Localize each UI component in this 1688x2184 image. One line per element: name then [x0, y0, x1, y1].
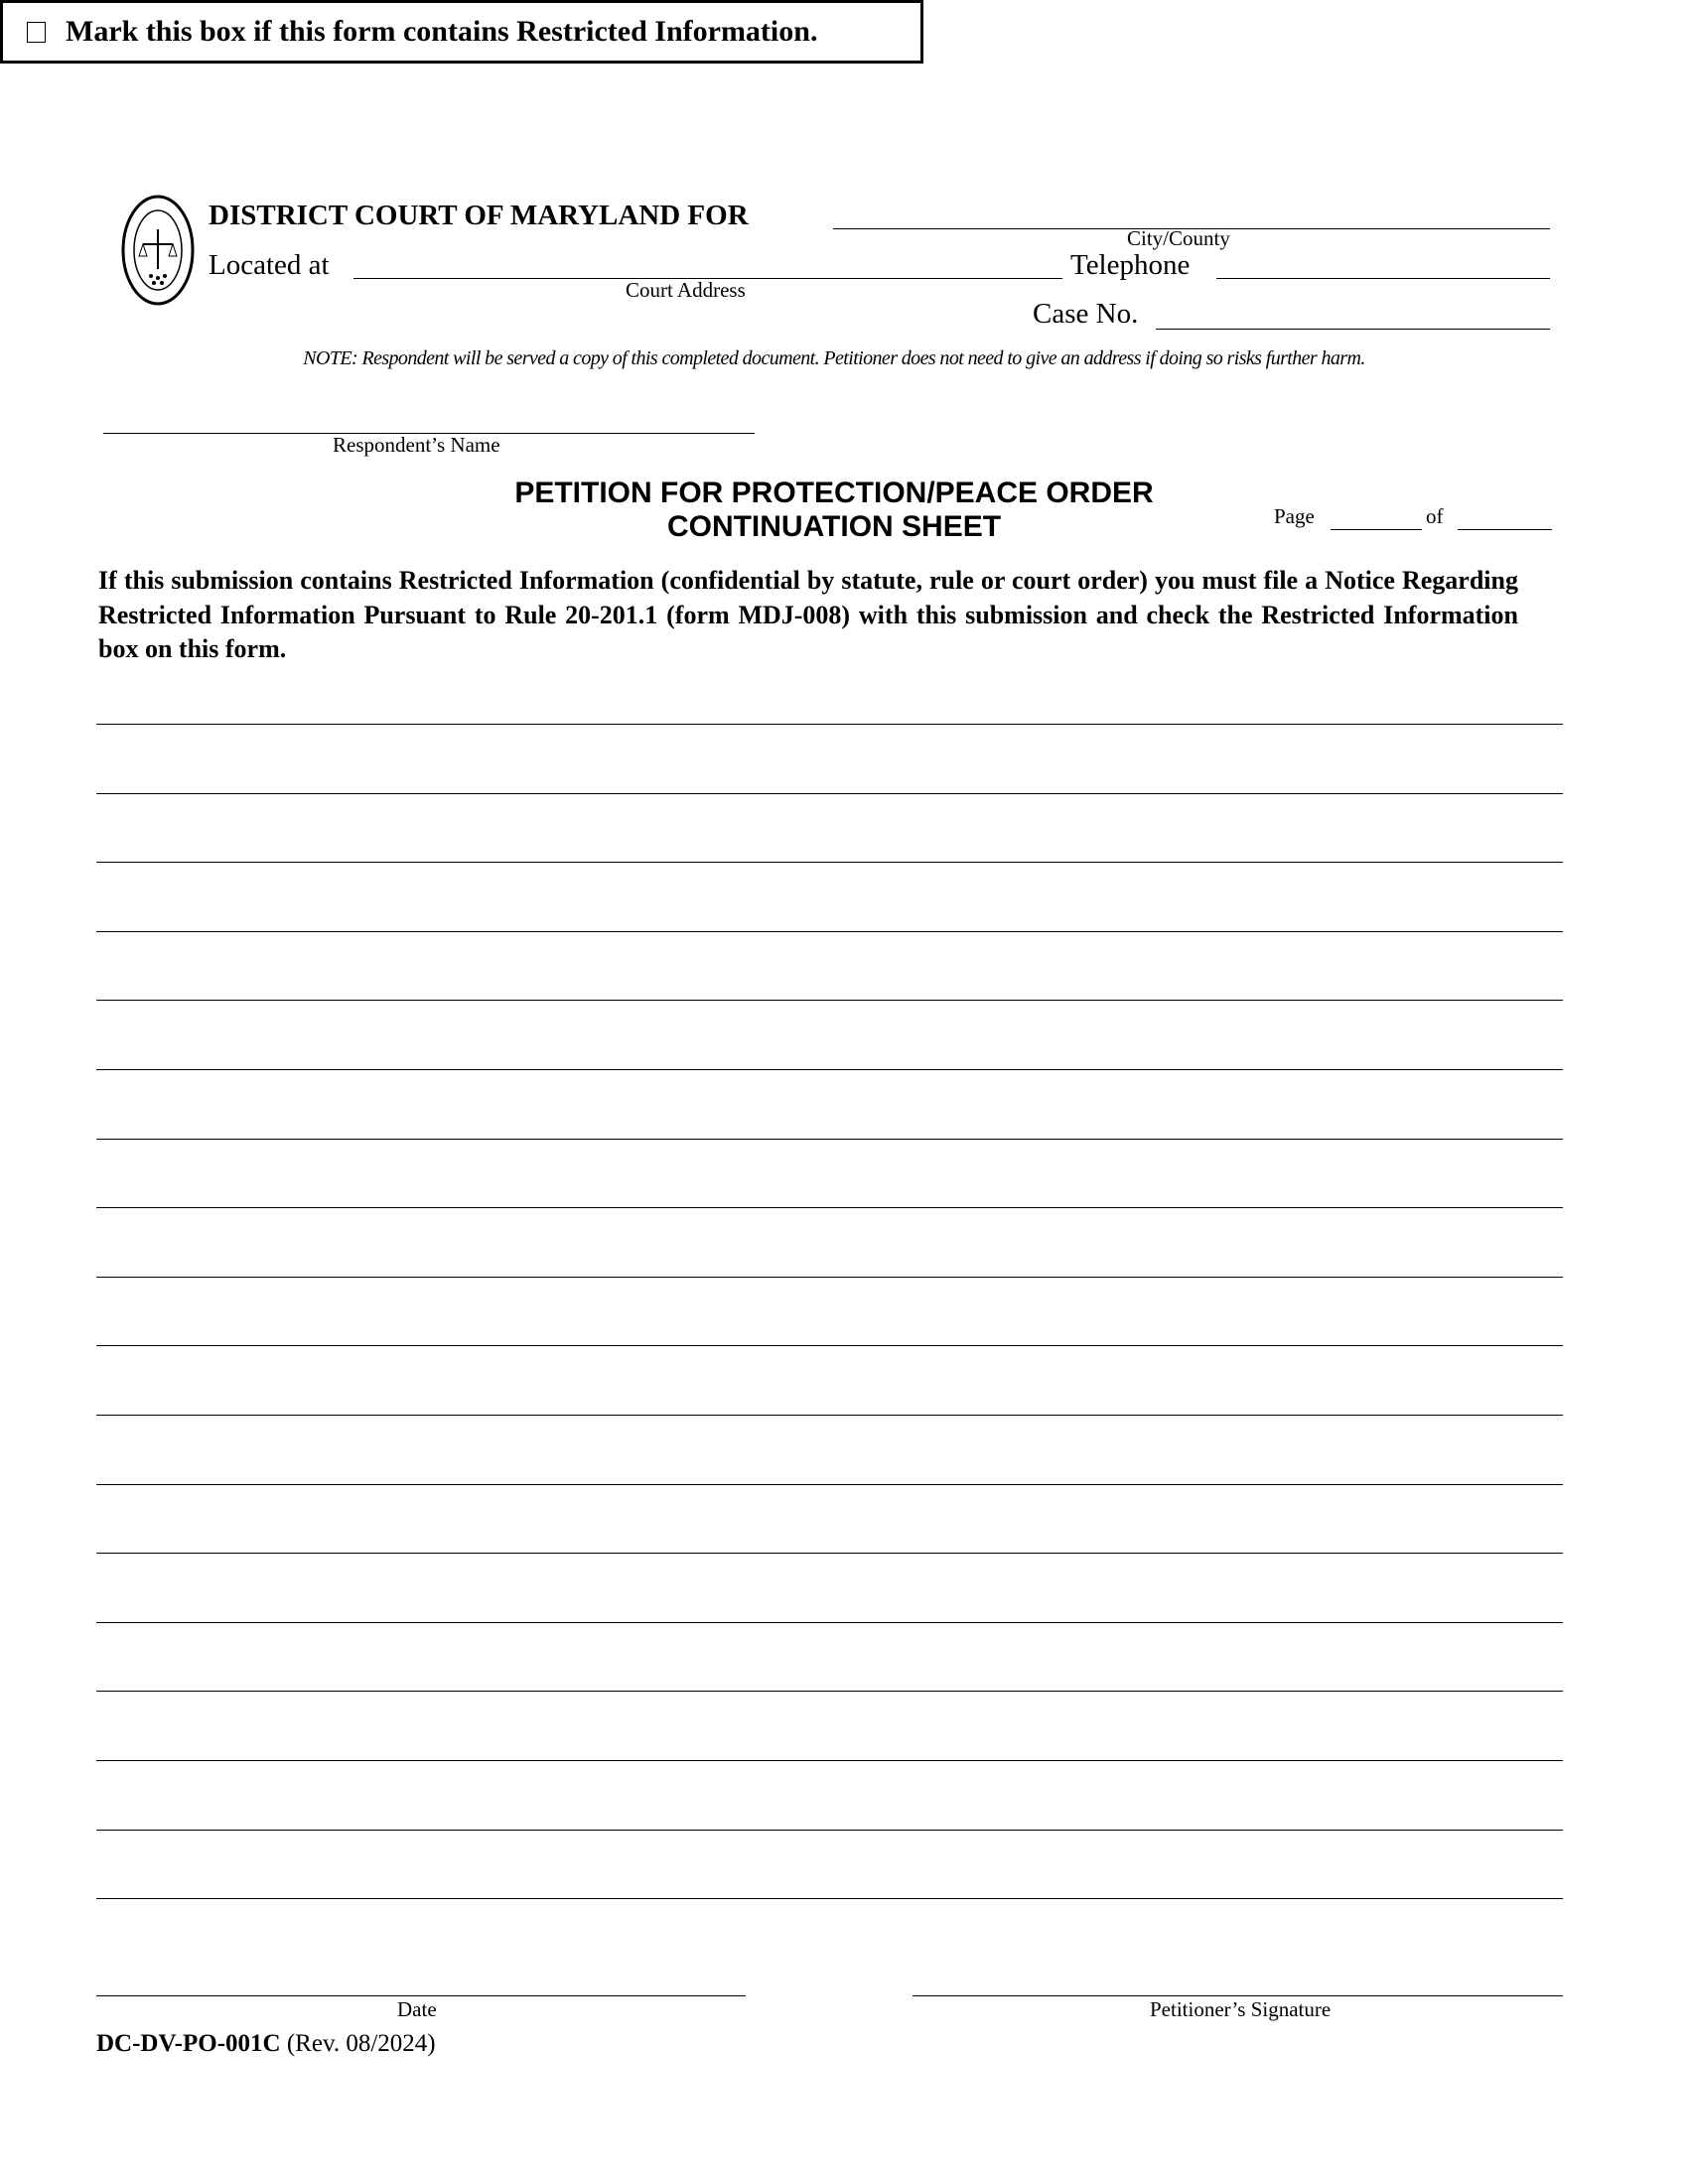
page-label: Page [1274, 504, 1315, 528]
form-revision: (Rev. 08/2024) [286, 2030, 436, 2057]
writing-line[interactable] [96, 1622, 1563, 1623]
date-field[interactable] [96, 1995, 746, 1996]
court-label: DISTRICT COURT OF MARYLAND FOR [209, 200, 749, 231]
writing-line[interactable] [96, 1830, 1563, 1831]
writing-line[interactable] [96, 1484, 1563, 1485]
court-address-caption: Court Address [626, 278, 746, 302]
writing-line[interactable] [96, 1000, 1563, 1001]
writing-line[interactable] [96, 1415, 1563, 1416]
writing-line[interactable] [96, 793, 1563, 794]
form-subtitle: CONTINUATION SHEET [666, 510, 1002, 543]
writing-line[interactable] [96, 1691, 1563, 1692]
writing-line[interactable] [96, 1069, 1563, 1070]
city-county-caption: City/County [1127, 226, 1230, 250]
petitioner-signature-caption: Petitioner’s Signature [1150, 1997, 1332, 2021]
respondent-name-caption: Respondent’s Name [333, 433, 500, 457]
of-label: of [1426, 504, 1444, 528]
form-title: PETITION FOR PROTECTION/PEACE ORDER [514, 477, 1154, 509]
writing-line[interactable] [96, 1553, 1563, 1554]
telephone-field[interactable] [1216, 278, 1550, 279]
writing-line[interactable] [96, 724, 1563, 725]
telephone-label: Telephone [1070, 249, 1191, 281]
form-footer [96, 2030, 436, 2058]
writing-line[interactable] [96, 1139, 1563, 1140]
writing-line[interactable] [96, 1207, 1563, 1208]
page-number-field[interactable] [1331, 529, 1422, 530]
writing-line[interactable] [96, 1345, 1563, 1346]
writing-line[interactable] [96, 931, 1563, 932]
service-note: NOTE: Respondent will be served a copy of this completed document. Petitioner does not need to give an address if doing so risks further harm. [303, 347, 1365, 369]
petitioner-signature-field[interactable] [913, 1995, 1563, 1996]
writing-line[interactable] [96, 1898, 1563, 1899]
page-total-field[interactable] [1458, 529, 1552, 530]
form-number: DC-DV-PO-001C [96, 2030, 281, 2057]
located-at-label: Located at [209, 249, 330, 281]
writing-line[interactable] [96, 1277, 1563, 1278]
restricted-info-instructions: If this submission contains Restricted Information (confidential by statute, rule or court order) you must file a Notice Regarding Restricted Information Pursuant to Rule 20-201.1 (form MDJ-008) with this submission and check the Restricted Information box on this form. [98, 566, 1518, 663]
date-caption: Date [397, 1997, 437, 2021]
writing-line[interactable] [96, 862, 1563, 863]
writing-line[interactable] [96, 1760, 1563, 1761]
restricted-info-label: Mark this box if this form contains Restricted Information. [66, 15, 818, 48]
case-no-label: Case No. [1033, 298, 1139, 330]
case-no-field[interactable] [1156, 329, 1550, 330]
court-seal-icon [121, 195, 195, 306]
restricted-info-box [0, 0, 923, 64]
restricted-info-checkbox[interactable] [27, 22, 46, 43]
